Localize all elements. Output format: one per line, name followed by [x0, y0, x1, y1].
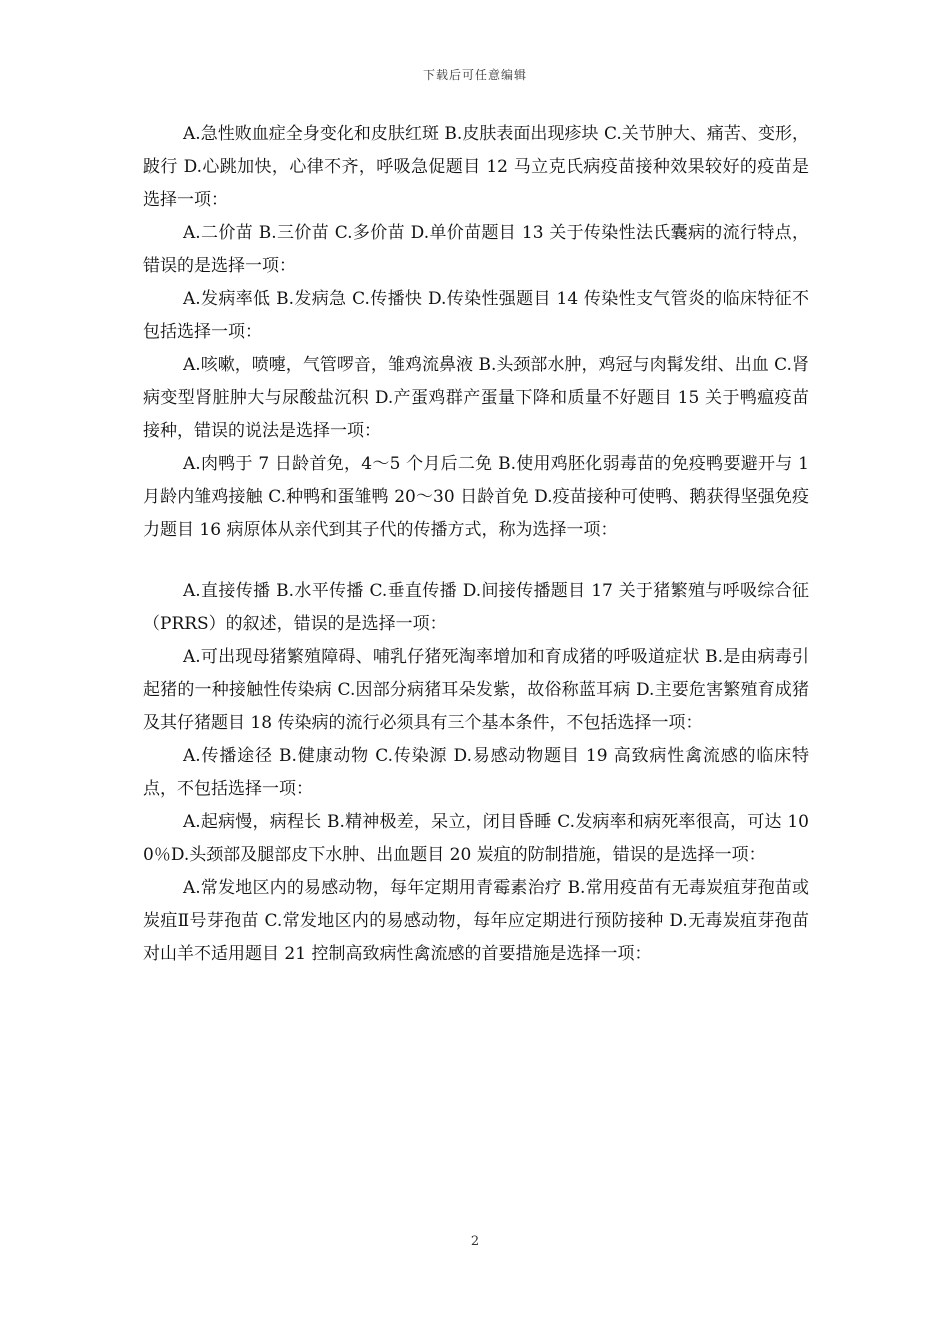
paragraph-q15-options: A.肉鸭于 7 日龄首免，4～5 个月后二免 B.使用鸡胚化弱毒苗的免疫鸭要避开与 1 月龄内雏鸡接触 C.种鸭和蛋雏鸭 20～30 日龄首免 D.疫苗接种可使鸭、鹅获得坚强免疫力题目 16 病原体从亲代到其子代的传播方式，称为选择一项： [143, 454, 809, 540]
document-body [143, 118, 809, 971]
paragraph-q14-options: A.咳嗽，喷嚏，气管啰音，雏鸡流鼻液 B.头颈部水肿，鸡冠与肉髯发绀、出血 C.肾病变型肾脏肿大与尿酸盐沉积 D.产蛋鸡群产蛋量下降和质量不好题目 15 关于鸭瘟疫苗接种，错误的说法是选择一项： [143, 355, 809, 441]
paragraph-q16-options: A.直接传播 B.水平传播 C.垂直传播 D.间接传播题目 17 关于猪繁殖与呼吸综合征（PRRS）的叙述，错误的是选择一项： [143, 581, 809, 634]
paragraph-q11-options: A.急性败血症全身变化和皮肤红斑 B.皮肤表面出现疹块 C.关节肿大、痛苦、变形，跛行 D.心跳加快，心律不齐，呼吸急促题目 12 马立克氏病疫苗接种效果较好的疫苗是选择一项： [143, 124, 809, 210]
paragraph-q12-options: A.二价苗 B.三价苗 C.多价苗 D.单价苗题目 13 关于传染性法氏囊病的流行特点，错误的是选择一项： [143, 223, 809, 276]
page-number: 2 [470, 1234, 480, 1249]
paragraph-q17-options: A.可出现母猪繁殖障碍、哺乳仔猪死淘率增加和育成猪的呼吸道症状 B.是由病毒引起猪的一种接触性传染病 C.因部分病猪耳朵发紫，故俗称蓝耳病 D.主要危害繁殖育成猪及其仔猪题目 18 传染病的流行必须具有三个基本条件，不包括选择一项： [143, 647, 809, 733]
paragraph-q18-options: A.传播途径 B.健康动物 C.传染源 D.易感动物题目 19 高致病性禽流感的临床特点，不包括选择一项： [143, 746, 809, 799]
page-header: 下载后可任意编辑 [422, 68, 527, 82]
paragraph-gap [143, 547, 809, 575]
paragraph-q13-options: A.发病率低 B.发病急 C.传播快 D.传染性强题目 14 传染性支气管炎的临床特征不包括选择一项： [143, 289, 809, 342]
paragraph-q19-options: A.起病慢，病程长 B.精神极差，呆立，闭目昏睡 C.发病率和病死率很高，可达 100％D.头颈部及腿部皮下水肿、出血题目 20 炭疽的防制措施，错误的是选择一项： [143, 812, 809, 865]
paragraph-q20-options: A.常发地区内的易感动物，每年定期用青霉素治疗 B.常用疫苗有无毒炭疽芽孢苗或炭疽Ⅱ号芽孢苗 C.常发地区内的易感动物，每年应定期进行预防接种 D.无毒炭疽芽孢苗对山羊不适用题目 21 控制高致病性禽流感的首要措施是选择一项： [143, 878, 809, 964]
